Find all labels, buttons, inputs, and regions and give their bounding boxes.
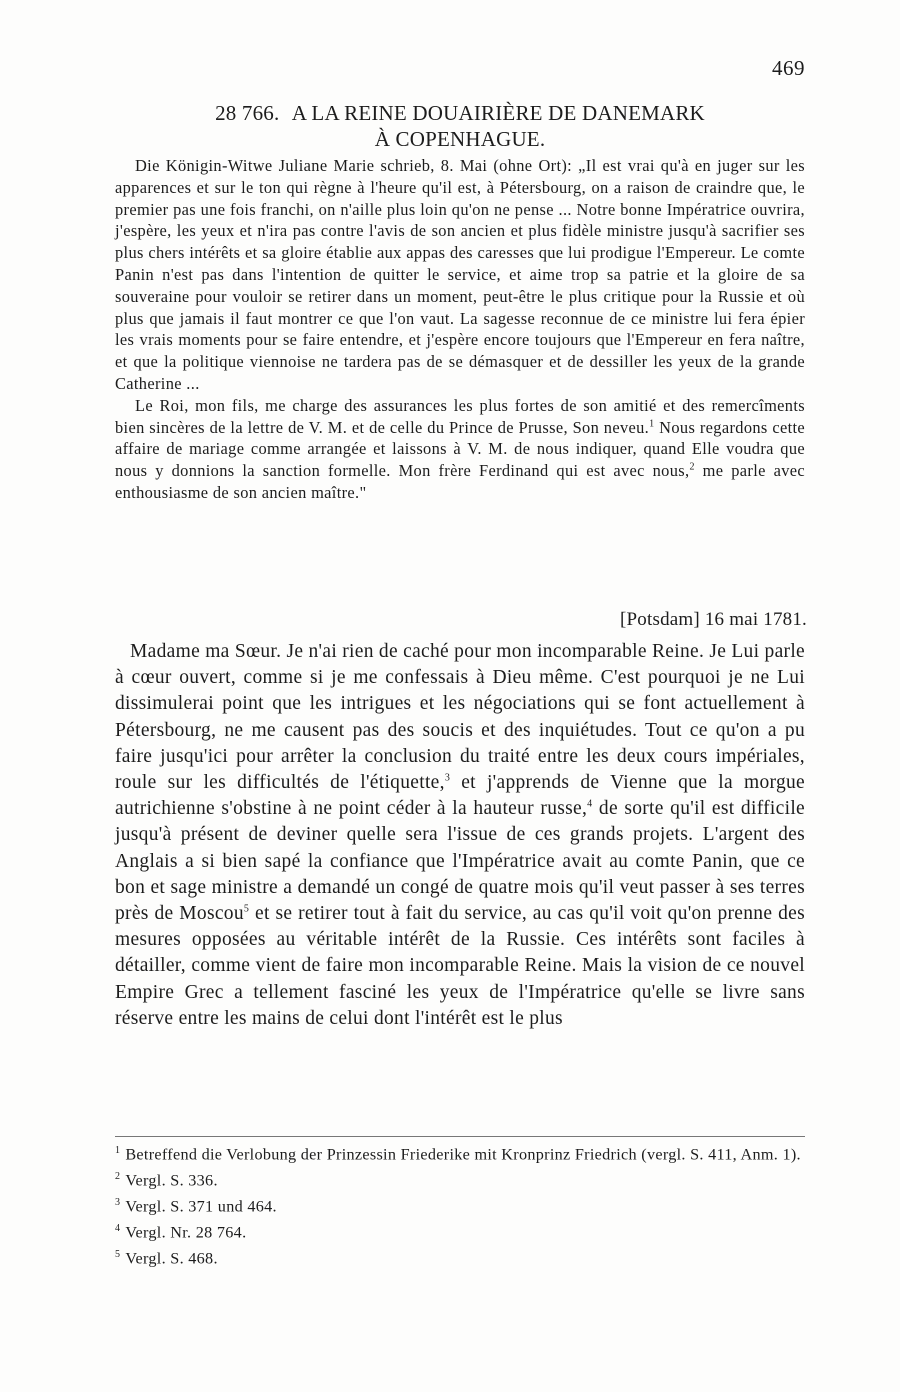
page-number: 469 <box>772 56 805 80</box>
footnote <box>115 1192 805 1218</box>
footnote-text: Vergl. S. 371 und 464. <box>125 1197 277 1216</box>
footnote-text: Vergl. S. 336. <box>125 1171 218 1190</box>
footnote <box>115 1140 805 1166</box>
footnote-divider <box>115 1136 805 1137</box>
intro-text: Nous regardons cette affaire de mariage comme arrangée et laissons à V. M. de nous indiquer, quand Elle voudra que nous y donnions la sanction formelle. Mon frère Ferdinand qui est avec nous, <box>115 417 805 481</box>
intro-paragraph-2 <box>115 395 805 504</box>
letter-text: de sorte qu'il est difficile jusqu'à présent de deviner quelle sera l'issue de ces grands projets. L'argent des Anglais a si bien sapé la confiance que l'Impératrice avait au comte Panin, que ce bon et sage ministre a demandé un congé de quatre mois qu'il veut passer à ses terres près de Moscou <box>115 798 805 925</box>
footnote-mark: 2 <box>115 1170 121 1182</box>
letter-heading <box>115 100 805 152</box>
footnote-mark: 1 <box>115 1145 121 1156</box>
footnote-ref: 3 <box>444 772 451 784</box>
footnote-mark: 3 <box>115 1196 121 1208</box>
footnote-text: Vergl. Nr. 28 764. <box>125 1223 247 1242</box>
footnote-ref: 1 <box>649 418 655 430</box>
footnotes <box>115 1140 805 1270</box>
footnote <box>115 1218 805 1244</box>
footnote-mark: 5 <box>115 1248 121 1260</box>
letter-text: Madame ma Sœur. Je n'ai rien de caché pour mon incomparable Reine. Je Lui parle à cœur ouvert, comme si je me confessais à Dieu même. C'est pourquoi je ne Lui dissimulerai point que les intrigues et les négociations qui se font actuellement à Pétersbourg, ne me causent pas des soucis et des inquiétudes. Tout ce qu'on a pu faire jusqu'ici pour arrêter la conclusion du traité entre les deux cours impériales, roule sur les difficultés de l'étiquette, <box>115 641 805 794</box>
intro-text: Le Roi, mon fils, me charge des assurances les plus fortes de son amitié et des remercîments bien sincères de la lettre de V. M. et de celle du Prince de Prusse, Son neveu. <box>115 395 805 437</box>
footnote <box>115 1166 805 1192</box>
heading-line-2: À COPENHAGUE. <box>374 127 546 151</box>
intro-text: me parle avec enthousiasme de son ancien maître." <box>115 461 805 502</box>
letter-text: et j'apprends de Vienne que la morgue autrichienne s'obstine à ne point céder à la hauteur russe, <box>115 772 805 820</box>
footnote-mark: 4 <box>115 1222 121 1234</box>
dateline: [Potsdam] 16 mai 1781. <box>620 609 807 630</box>
footnote-ref: 2 <box>689 461 695 473</box>
letter-paragraph <box>115 639 805 1032</box>
footnote-ref: 5 <box>243 903 250 915</box>
heading-line-1 <box>115 100 805 126</box>
footnote-ref: 4 <box>587 798 593 810</box>
letter-body <box>115 639 805 1032</box>
editorial-introduction <box>115 155 805 504</box>
footnote <box>115 1244 805 1270</box>
letter-text: et se retirer tout à fait du service, au cas qu'il voit qu'on prenne des mesures opposées au véritable intérêt de la Russie. Ces intérêts sont faciles à détailler, comme vient de faire mon incomparable Reine. Mais la vision de ce nouvel Empire Grec a tellement fasciné les yeux de l'Impératrice qu'elle se livre sans réserve entre les mains de celui dont l'intérêt est le plus <box>115 903 805 1029</box>
footnote-text: Betreffend die Verlobung der Prinzessin Friederike mit Kronprinz Friedrich (vergl. S. 411, Anm. 1). <box>125 1145 801 1164</box>
heading-title: A LA REINE DOUAIRIÈRE DE DANEMARK <box>291 101 705 125</box>
intro-paragraph-1: Die Königin-Witwe Juliane Marie schrieb, 8. Mai (ohne Ort): „Il est vrai qu'à en juger sur les apparences et sur le ton qui règne à l'heure qu'il est, à Pétersbourg, on a raison de craindre que, le premier pas une fois franchi, on n'aille plus loin qu'on ne pense ... Notre bonne Impératrice ouvrira, j'espère, les yeux et n'ira pas contre l'avis de son ancien et plus fidèle ministre jusqu'à sacrifier ses plus chers intérêts et sa gloire établie aux appas des caresses que lui prodigue l'Empereur. Le comte Panin n'est pas dans l'intention de quitter le service, et aime trop sa patrie et la gloire de sa souveraine pour vouloir se retirer dans un moment, peut-être le plus critique pour la Russie et où plus que jamais il faut montrer ce que l'on vaut. La sagesse reconnue de ce ministre lui fera épier les vrais moments pour se faire entendre, et j'espère encore toujours que l'Empereur en fera naître, et que la politique viennoise ne tardera pas de se démasquer et de dessiller les yeux de la grande Catherine ... <box>115 156 805 393</box>
footnote-text: Vergl. S. 468. <box>125 1249 218 1268</box>
letter-number: 28 766. <box>215 101 280 125</box>
